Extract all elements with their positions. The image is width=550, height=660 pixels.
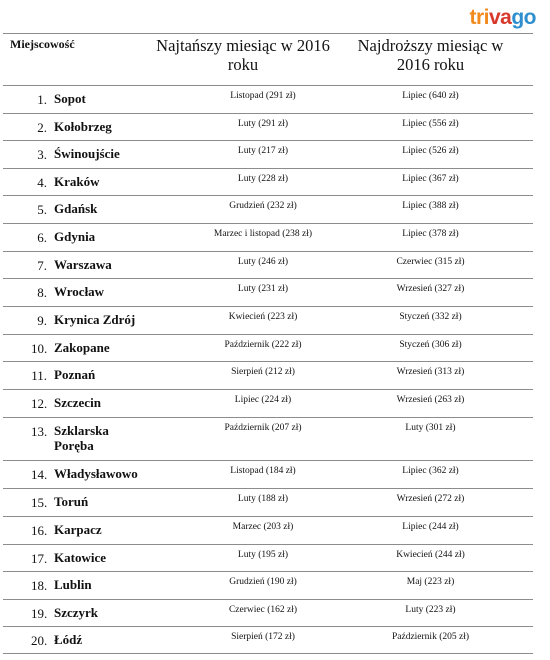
logo-part-2: va — [488, 6, 512, 29]
city-name-line1: Szczyrk — [54, 605, 99, 620]
most-expensive-month: Kwiecień (244 zł) — [396, 550, 465, 560]
cheapest-month: Luty (246 zł) — [237, 257, 289, 267]
city-name-line1: Gdynia — [54, 229, 96, 244]
city-name — [54, 91, 164, 106]
rank-number: 7. — [37, 258, 47, 273]
rank-number: 3. — [37, 147, 47, 162]
most-expensive-month: Październik (205 zł) — [391, 632, 470, 642]
cheapest-month: Październik (207 zł) — [224, 423, 302, 433]
cheapest-month: Luty (217 zł) — [237, 146, 289, 156]
city-name-line1: Szczecin — [54, 395, 101, 410]
city-name — [54, 119, 164, 134]
most-expensive-month: Lipiec (388 zł) — [402, 201, 459, 211]
city-name-line1: Katowice — [54, 550, 106, 565]
rank-number: 2. — [37, 120, 47, 135]
rank-number: 11. — [31, 368, 47, 383]
header-expensive-line2: 2016 roku — [396, 55, 465, 74]
most-expensive-month: Lipiec (526 zł) — [402, 146, 459, 156]
cheapest-month: Luty (195 zł) — [237, 550, 289, 560]
city-name — [54, 312, 164, 327]
table-row — [3, 361, 533, 388]
logo-part-3: go — [511, 6, 536, 29]
rank-number: 5. — [37, 202, 47, 217]
cheapest-month: Luty (231 zł) — [237, 284, 289, 294]
table-row — [3, 626, 533, 653]
city-name-line1: Warszawa — [54, 257, 112, 272]
rank-number: 16. — [31, 523, 48, 538]
most-expensive-month: Wrzesień (327 zł) — [396, 284, 465, 294]
most-expensive-month: Lipiec (244 zł) — [402, 522, 459, 532]
rank-number: 13. — [31, 424, 48, 439]
header-expensive-line1: Najdroższy miesiąc w — [357, 36, 504, 55]
header-city: Miejscowość — [10, 37, 75, 51]
city-name-line2: Poręba — [54, 438, 94, 453]
table-row — [3, 223, 533, 250]
rank-number: 10. — [31, 341, 48, 356]
rank-number: 14. — [31, 467, 48, 482]
table-row — [3, 571, 533, 598]
rank-number: 15. — [31, 495, 48, 510]
header-cheapest-line2: roku — [227, 55, 259, 74]
most-expensive-month: Styczeń (306 zł) — [399, 340, 462, 350]
city-name — [54, 577, 164, 592]
city-name-line1: Kraków — [54, 174, 100, 189]
table-row — [3, 168, 533, 195]
city-name-line1: Wrocław — [54, 284, 105, 299]
table-row — [3, 389, 533, 416]
city-name — [54, 522, 164, 537]
city-name — [54, 494, 164, 509]
rank-number: 4. — [37, 175, 47, 190]
header-most-expensive — [338, 36, 523, 74]
city-name — [54, 423, 164, 453]
cheapest-month: Listopad (184 zł) — [230, 466, 296, 476]
city-name-line1: Lublin — [54, 577, 92, 592]
city-name-line1: Szklarska — [54, 423, 109, 438]
city-name — [54, 605, 164, 620]
most-expensive-month: Styczeń (332 zł) — [399, 312, 462, 322]
table-row — [3, 140, 533, 167]
city-name-line1: Świnoujście — [54, 146, 120, 161]
table-row — [3, 306, 533, 333]
logo-part-1: tri — [469, 6, 489, 29]
table-row — [3, 113, 533, 140]
cheapest-month: Listopad (291 zł) — [230, 91, 296, 101]
table-row — [3, 599, 533, 626]
cheapest-month: Grudzień (232 zł) — [229, 201, 297, 211]
cheapest-month: Marzec (203 zł) — [232, 522, 294, 532]
rank-number: 17. — [31, 551, 48, 566]
cheapest-month: Czerwiec (162 zł) — [228, 605, 298, 615]
city-name — [54, 632, 164, 647]
header-cheapest — [143, 36, 343, 74]
city-name-line1: Łódź — [54, 632, 83, 647]
city-name-line1: Gdańsk — [54, 201, 98, 216]
most-expensive-month: Wrzesień (272 zł) — [396, 494, 465, 504]
city-name — [54, 395, 164, 410]
cheapest-month: Grudzień (190 zł) — [229, 577, 297, 587]
city-name — [54, 257, 164, 272]
table-row — [3, 334, 533, 361]
city-name-line1: Władysławowo — [54, 466, 138, 481]
most-expensive-month: Luty (301 zł) — [405, 423, 456, 433]
most-expensive-month: Maj (223 zł) — [406, 577, 455, 587]
city-name-line1: Poznań — [54, 367, 96, 382]
table-row — [3, 488, 533, 515]
city-name — [54, 367, 164, 382]
city-name — [54, 174, 164, 189]
table-header — [3, 33, 533, 85]
cheapest-month: Październik (222 zł) — [224, 340, 302, 350]
most-expensive-month: Lipiec (367 zł) — [402, 174, 459, 184]
table-row — [3, 195, 533, 222]
rank-number: 18. — [31, 578, 48, 593]
city-name — [54, 146, 164, 161]
cheapest-month: Sierpień (212 zł) — [231, 367, 295, 377]
city-name — [54, 550, 164, 565]
table-row — [3, 85, 533, 112]
table-row — [3, 278, 533, 305]
rank-number: 9. — [37, 313, 47, 328]
cheapest-month: Lipiec (224 zł) — [234, 395, 292, 405]
cheapest-month: Sierpień (172 zł) — [231, 632, 295, 642]
city-name — [54, 284, 164, 299]
trivago-logo — [469, 6, 536, 30]
cheapest-month: Marzec i listopad (238 zł) — [213, 229, 313, 239]
cheapest-month: Kwiecień (223 zł) — [228, 312, 298, 322]
city-name — [54, 340, 164, 355]
cheapest-month: Luty (291 zł) — [237, 119, 289, 129]
city-name — [54, 229, 164, 244]
rank-number: 20. — [31, 633, 48, 648]
rank-number: 6. — [37, 230, 47, 245]
table-row — [3, 251, 533, 278]
rank-number: 1. — [37, 92, 47, 107]
city-name-line1: Kołobrzeg — [54, 119, 112, 134]
table-row — [3, 516, 533, 543]
most-expensive-month: Luty (223 zł) — [405, 605, 456, 615]
rank-number: 12. — [31, 396, 48, 411]
city-name-line1: Zakopane — [54, 340, 110, 355]
rank-number: 19. — [31, 606, 48, 621]
most-expensive-month: Lipiec (362 zł) — [402, 466, 459, 476]
city-name-line1: Toruń — [54, 494, 89, 509]
table-row — [3, 417, 533, 459]
most-expensive-month: Lipiec (640 zł) — [402, 91, 459, 101]
table-bottom-border — [3, 653, 533, 654]
cheapest-month: Luty (228 zł) — [237, 174, 289, 184]
cheapest-month: Luty (188 zł) — [237, 494, 289, 504]
city-name-line1: Karpacz — [54, 522, 102, 537]
city-name — [54, 466, 164, 481]
city-name-line1: Krynica Zdrój — [54, 312, 136, 327]
header-cheapest-line1: Najtańszy miesiąc w 2016 — [156, 36, 330, 55]
rank-number: 8. — [37, 285, 47, 300]
table-row — [3, 460, 533, 487]
most-expensive-month: Lipiec (378 zł) — [402, 229, 459, 239]
city-name — [54, 201, 164, 216]
most-expensive-month: Czerwiec (315 zł) — [396, 257, 465, 267]
city-name-line1: Sopot — [54, 91, 86, 106]
most-expensive-month: Wrzesień (263 zł) — [396, 395, 465, 405]
most-expensive-month: Wrzesień (313 zł) — [396, 367, 465, 377]
most-expensive-month: Lipiec (556 zł) — [402, 119, 459, 129]
table-row — [3, 544, 533, 571]
